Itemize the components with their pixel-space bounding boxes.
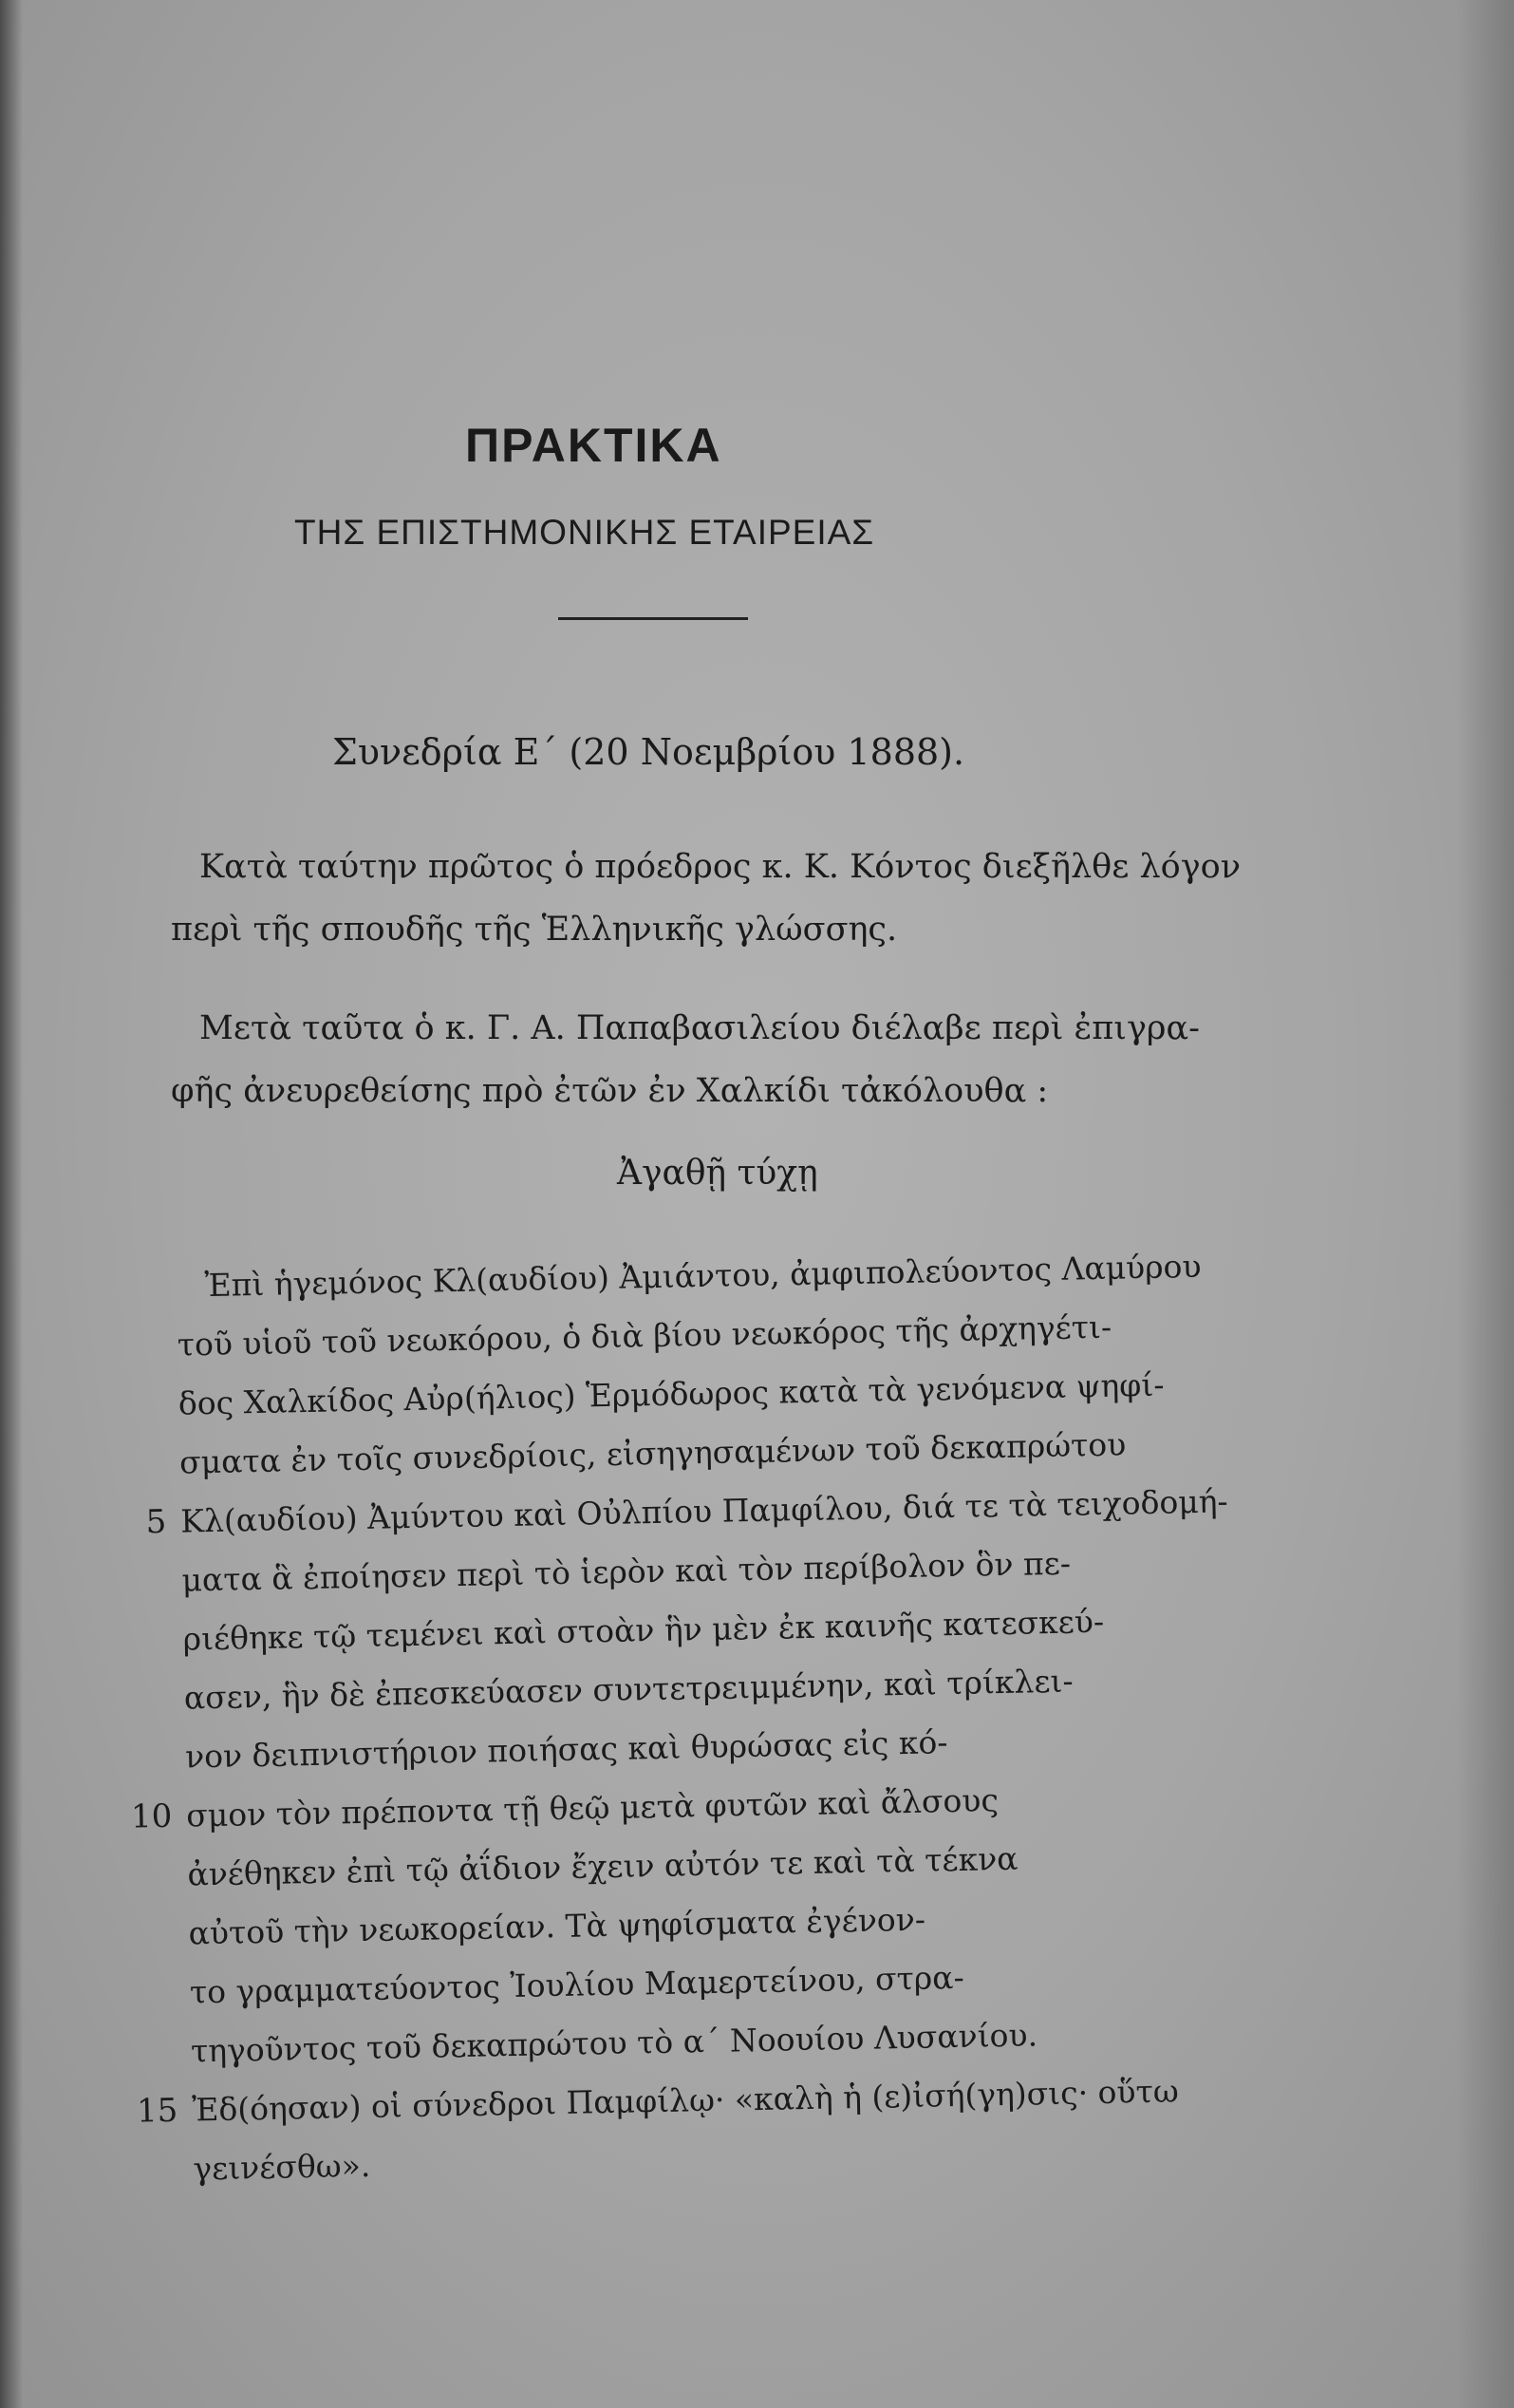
line-text: τηγοῦντος τοῦ δεκαπρώτου τὸ α΄ Νοουίου Λυσανίου.	[190, 2016, 1038, 2070]
paragraph-2	[171, 997, 1262, 1122]
line-text: Ἐδ(όησαν) οἱ σύνεδροι Παμφίλῳ· «καλὴ ἡ (ε)ἰσή(γη)σις· οὕτω	[191, 2072, 1180, 2129]
line-text: Κλ(αυδίου) Ἀμύντου καὶ Οὐλπίου Παμφίλου, διά τε τὰ τειχοδομή-	[179, 1482, 1228, 1540]
line-number	[110, 1316, 162, 1317]
line-number	[119, 1728, 171, 1729]
session-heading: Συνεδρία Ε΄ (20 Νοεμβρίου 1888).	[332, 731, 965, 773]
line-number: 15	[136, 2091, 178, 2131]
line-text: ασεν, ἣν δὲ ἐπεσκεύασεν συντετρειμμένην, καὶ τρίκλει-	[183, 1662, 1074, 1717]
line-number	[126, 2140, 178, 2141]
line-number	[123, 2022, 176, 2023]
line-number	[121, 1846, 173, 1847]
line-text: ριέθηκε τῷ τεμένει καὶ στοὰν ἣν μὲν ἐκ καινῆς κατεσκεύ-	[182, 1602, 1105, 1658]
line-number: 10	[130, 1797, 173, 1836]
line-text: σμον τὸν πρέποντα τῇ θεῷ μετὰ φυτῶν καὶ ἄλσους	[185, 1781, 1000, 1834]
paragraph-line: περὶ τῆς σπουδῆς τῆς Ἑλληνικῆς γλώσσης.	[171, 911, 898, 949]
line-text: δος Χαλκίδος Αὐρ(ήλιος) Ἑρμόδωρος κατὰ τὰ γενόμενα ψηφί-	[178, 1365, 1165, 1422]
line-text: το γραμματεύοντος Ἰουλίου Μαμερτείνου, στρα-	[189, 1958, 965, 2011]
paragraph-line: Μετὰ ταῦτα ὁ κ. Γ. Α. Παπαβασιλείου διέλαβε περὶ ἐπιγρα-	[199, 1009, 1200, 1047]
line-number	[121, 1905, 174, 1906]
line-number	[116, 1610, 168, 1611]
line-number	[113, 1434, 165, 1435]
line-number	[111, 1375, 163, 1376]
line-number	[109, 1257, 161, 1258]
page-title: ΠΡΑΚΤΙΚΑ	[465, 419, 722, 472]
paragraph-1	[171, 836, 1262, 961]
line-text: ἀνέθηκεν ἐπὶ τῷ ἀΐδιον ἔχειν αὐτόν τε καὶ τὰ τέκνα	[187, 1839, 1019, 1893]
inscription-text	[109, 1235, 1314, 2200]
page-shadow-left	[0, 0, 23, 2408]
line-number	[117, 1669, 169, 1670]
line-text: τοῦ υἱοῦ τοῦ νεωκόρου, ὁ διὰ βίου νεωκόρος τῆς ἀρχηγέτι-	[177, 1307, 1112, 1364]
paragraph-line: Κατὰ ταύτην πρῶτος ὁ πρόεδρος κ. Κ. Κόντος διεξῆλθε λόγον	[199, 848, 1242, 886]
page-subtitle: ΤΗΣ ΕΠΙΣΤΗΜΟΝΙΚΗΣ ΕΤΑΙΡΕΙΑΣ	[294, 513, 875, 552]
line-text: Ἐπὶ ἡγεμόνος Κλ(αυδίου) Ἀμιάντου, ἀμφιπολεύοντος Λαμύρου	[204, 1247, 1202, 1305]
paragraph-line: φῆς ἀνευρεθείσης πρὸ ἐτῶν ἐν Χαλκίδι τἀκόλουθα :	[171, 1072, 1049, 1110]
inscription-heading: Ἀγαθῇ τύχῃ	[617, 1154, 818, 1193]
line-number: 5	[145, 1502, 167, 1542]
line-text: ματα ἃ ἐποίησεν περὶ τὸ ἱερὸν καὶ τὸν περίβολον ὃν πε-	[181, 1544, 1072, 1599]
line-text: νον δειπνιστήριον ποιήσας καὶ θυρώσας εἰς κό-	[184, 1723, 948, 1776]
line-number	[122, 1964, 175, 1965]
line-text: γεινέσθω».	[193, 2146, 371, 2188]
line-text: αὐτοῦ τὴν νεωκορείαν. Τὰ ψηφίσματα ἐγένον-	[188, 1900, 926, 1952]
page-shadow-right	[1457, 0, 1514, 2408]
title-divider	[558, 617, 748, 620]
line-text: σματα ἐν τοῖς συνεδρίοις, εἰσηγησαμένων τοῦ δεκαπρώτου	[178, 1425, 1127, 1481]
